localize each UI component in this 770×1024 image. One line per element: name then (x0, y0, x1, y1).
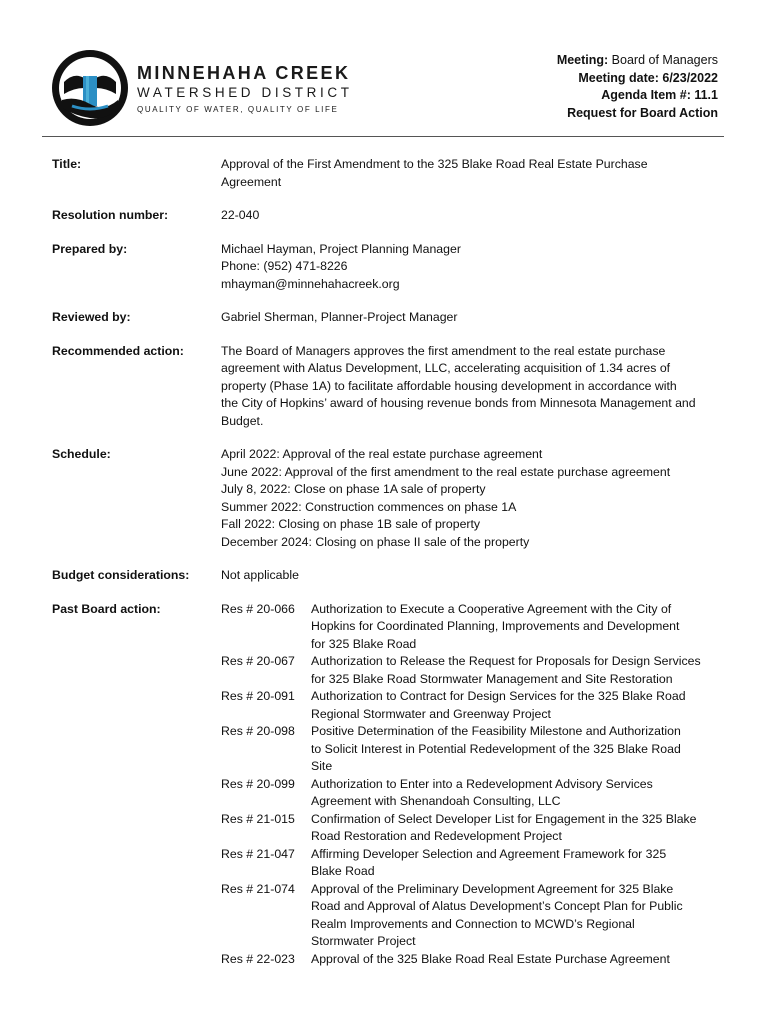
resolution-line: Site (311, 759, 333, 773)
meeting-line: Meeting: Board of Managers (556, 53, 718, 67)
resolution-line: Confirmation of Select Developer List for Engagement in the 325 Blake (311, 811, 697, 826)
resolution-id: Res # 20-067 (221, 654, 295, 668)
request-line: Request for Board Action (567, 105, 718, 120)
resolution-line: Approval of the 325 Blake Road Real Estate Purchase Agreement (311, 951, 670, 966)
resolution-item (221, 653, 722, 688)
meeting-date-line: Meeting date: 6/23/2022 (578, 70, 718, 85)
resolution-item (221, 688, 722, 723)
past-action-row (52, 601, 722, 969)
recommended-line: Budget. (221, 413, 264, 428)
resolution-line: Approval of the Preliminary Development Agreement for 325 Blake (311, 881, 674, 896)
resolution-line: Road and Approval of Alatus Development’s Concept Plan for Public (311, 899, 683, 913)
budget-value: Not applicable (221, 568, 299, 582)
agenda-item-line: Agenda Item #: 11.1 (601, 88, 718, 102)
schedule-item: Summer 2022: Construction commences on phase 1A (221, 499, 517, 514)
recommended-line: the City of Hopkins’ award of housing revenue bonds from Minnesota Management and (221, 396, 696, 410)
resolution-description (311, 951, 722, 969)
logo-waterfall-highlight (86, 76, 89, 106)
preparer-phone: Phone: (952) 471-8226 (221, 259, 348, 273)
title-row (52, 156, 722, 191)
recommended-line: agreement with Alatus Development, LLC, accelerating acquisition of 1.34 acres of (221, 361, 671, 375)
budget-label: Budget considerations: (52, 568, 190, 582)
schedule-label: Schedule: (52, 447, 111, 461)
resolution-id: Res # 20-066 (221, 601, 295, 616)
resolution-description (311, 776, 722, 811)
reviewed-label: Reviewed by: (52, 310, 131, 324)
recommended-value (221, 343, 722, 431)
title-value (221, 156, 722, 191)
resolution-line: Authorization to Release the Request for Proposals for Design Services (311, 654, 701, 668)
resolution-line: Stormwater Project (311, 934, 416, 948)
resolution-line: Authorization to Contract for Design Services for the 325 Blake Road (311, 689, 686, 703)
resolution-id: Res # 21-015 (221, 811, 295, 826)
resolution-line: Agreement with Shenandoah Consulting, LLC (311, 794, 561, 808)
document-body (52, 156, 722, 984)
schedule-item: July 8, 2022: Close on phase 1A sale of property (221, 482, 486, 496)
resolution-id: Res # 20-091 (221, 689, 295, 703)
schedule-value (221, 446, 722, 551)
resolution-label: Resolution number: (52, 208, 169, 222)
title-label: Title: (52, 157, 82, 171)
district-logo (50, 48, 130, 128)
resolution-line: Regional Stormwater and Greenway Project (311, 706, 551, 721)
resolution-line: for 325 Blake Road Stormwater Management and Site Restoration (311, 671, 673, 686)
resolution-description (311, 811, 722, 846)
logo-waterfall (83, 76, 97, 106)
recommended-line: The Board of Managers approves the first amendment to the real estate purchase (221, 343, 666, 358)
prepared-value (221, 241, 722, 294)
org-name: MINNEHAHA CREEK (137, 63, 351, 83)
reviewed-value: Gabriel Sherman, Planner-Project Manager (221, 310, 458, 324)
schedule-item: April 2022: Approval of the real estate purchase agreement (221, 447, 543, 461)
resolution-line: Hopkins for Coordinated Planning, Improvements and Development (311, 619, 680, 633)
resolution-line: Authorization to Enter into a Redevelopment Advisory Services (311, 776, 653, 791)
recommended-label: Recommended action: (52, 343, 184, 358)
resolution-line: Blake Road (311, 864, 375, 878)
resolution-id: Res # 20-098 (221, 724, 295, 738)
past-action-label: Past Board action: (52, 601, 161, 616)
prepared-label: Prepared by: (52, 241, 128, 256)
title-line: Approval of the First Amendment to the 325 Blake Road Real Estate Purchase (221, 157, 648, 171)
resolution-line: to Solicit Interest in Potential Redevelopment of the 325 Blake Road (311, 741, 681, 756)
resolution-line: Realm Improvements and Connection to MCWD’s Regional (311, 916, 635, 931)
resolution-description (311, 723, 722, 776)
recommended-line: property (Phase 1A) to facilitate affordable housing development in accordance with (221, 378, 677, 393)
past-action-list (221, 601, 722, 969)
resolution-item (221, 951, 722, 969)
title-line: Agreement (221, 174, 282, 189)
resolution-id: Res # 22-023 (221, 951, 295, 966)
org-subtitle: WATERSHED DISTRICT (137, 85, 353, 100)
preparer-name: Michael Hayman, Project Planning Manager (221, 241, 461, 256)
resolution-description (311, 688, 722, 723)
resolution-description (311, 846, 722, 881)
budget-row (52, 567, 722, 585)
resolution-item (221, 723, 722, 776)
prepared-row (52, 241, 722, 294)
resolution-row (52, 207, 722, 225)
resolution-line: for 325 Blake Road (311, 636, 417, 651)
resolution-line: Positive Determination of the Feasibility Milestone and Authorization (311, 724, 681, 738)
resolution-description (311, 881, 722, 951)
resolution-line: Authorization to Execute a Cooperative Agreement with the City of (311, 601, 672, 616)
schedule-item: Fall 2022: Closing on phase 1B sale of property (221, 517, 481, 531)
org-tagline: QUALITY OF WATER, QUALITY OF LIFE (137, 105, 339, 114)
recommended-row (52, 343, 722, 431)
resolution-item (221, 811, 722, 846)
header-divider (42, 136, 724, 137)
resolution-id: Res # 21-074 (221, 881, 295, 896)
preparer-email: mhayman@minnehahacreek.org (221, 276, 400, 291)
schedule-item: June 2022: Approval of the first amendment to the real estate purchase agreement (221, 464, 671, 479)
resolution-value: 22-040 (221, 208, 260, 222)
schedule-item: December 2024: Closing on phase II sale of the property (221, 534, 530, 549)
reviewed-row (52, 309, 722, 327)
resolution-description (311, 601, 722, 654)
resolution-id: Res # 20-099 (221, 776, 295, 791)
resolution-id: Res # 21-047 (221, 846, 295, 861)
resolution-line: Affirming Developer Selection and Agreement Framework for 325 (311, 846, 667, 861)
resolution-item (221, 881, 722, 951)
resolution-description (311, 653, 722, 688)
resolution-item (221, 776, 722, 811)
resolution-line: Road Restoration and Redevelopment Project (311, 829, 562, 843)
resolution-item (221, 846, 722, 881)
org-identity (137, 62, 353, 118)
schedule-row (52, 446, 722, 551)
meeting-meta (557, 52, 718, 122)
resolution-item (221, 601, 722, 654)
